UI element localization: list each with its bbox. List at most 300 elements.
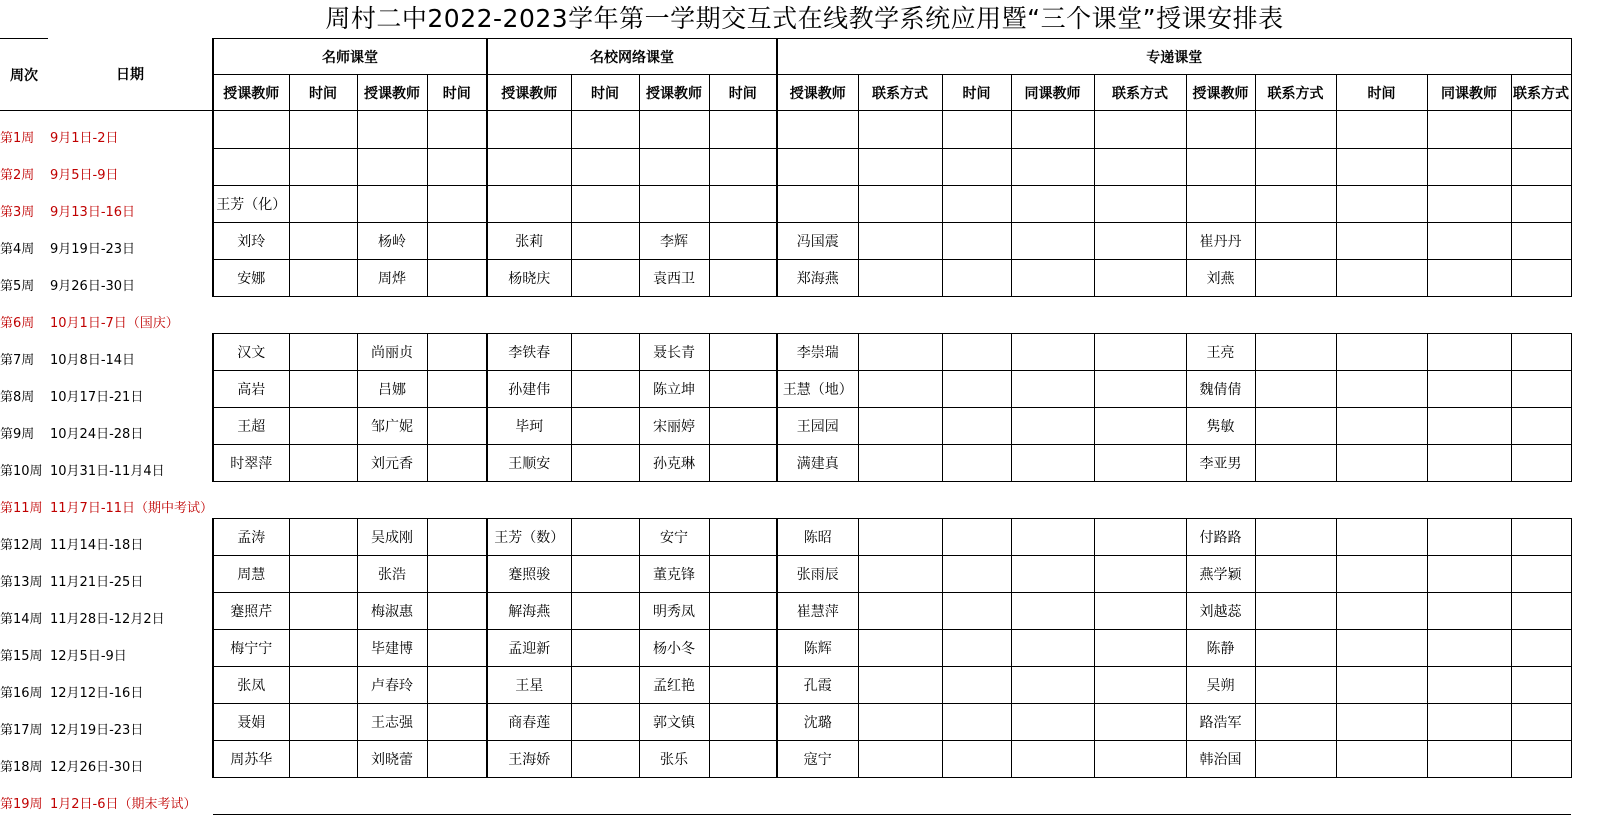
schedule-cell[interactable] xyxy=(1094,370,1186,407)
teacher-cell[interactable]: 寇宁 xyxy=(777,740,858,777)
schedule-cell[interactable] xyxy=(1336,666,1427,703)
schedule-cell[interactable] xyxy=(709,592,777,629)
schedule-cell[interactable] xyxy=(709,185,777,222)
schedule-cell[interactable] xyxy=(942,740,1011,777)
schedule-cell[interactable] xyxy=(1427,185,1511,222)
teacher-cell[interactable]: 崔丹丹 xyxy=(1186,222,1255,259)
schedule-cell[interactable] xyxy=(709,222,777,259)
schedule-cell[interactable] xyxy=(1336,407,1427,444)
schedule-cell[interactable] xyxy=(1255,370,1336,407)
schedule-cell[interactable] xyxy=(942,407,1011,444)
schedule-cell[interactable] xyxy=(1511,592,1571,629)
schedule-cell[interactable] xyxy=(1255,666,1336,703)
schedule-cell[interactable] xyxy=(1255,407,1336,444)
schedule-cell[interactable] xyxy=(942,592,1011,629)
schedule-cell[interactable] xyxy=(1427,111,1511,149)
schedule-cell[interactable] xyxy=(1011,333,1094,370)
schedule-cell[interactable] xyxy=(289,555,357,592)
date-cell: 10月1日-7日（国庆） xyxy=(50,316,179,331)
schedule-cell[interactable] xyxy=(1511,518,1571,555)
schedule-cell[interactable] xyxy=(1255,592,1336,629)
schedule-cell[interactable] xyxy=(289,333,357,370)
schedule-cell[interactable] xyxy=(709,518,777,555)
teacher-cell[interactable]: 刘燕 xyxy=(1186,259,1255,296)
column-header: 联系方式 xyxy=(1255,75,1336,111)
schedule-cell[interactable] xyxy=(942,222,1011,259)
teacher-cell[interactable]: 卢春玲 xyxy=(357,666,427,703)
schedule-cell[interactable] xyxy=(639,185,709,222)
teacher-cell[interactable]: 孟迎新 xyxy=(487,629,571,666)
schedule-cell[interactable] xyxy=(289,518,357,555)
schedule-cell[interactable] xyxy=(1255,185,1336,222)
teacher-cell[interactable]: 孟涛 xyxy=(213,518,289,555)
schedule-cell[interactable] xyxy=(289,407,357,444)
schedule-cell[interactable] xyxy=(1336,703,1427,740)
table-row xyxy=(0,370,1571,407)
teacher-cell[interactable]: 刘越蕊 xyxy=(1186,592,1255,629)
teacher-cell[interactable]: 崔慧萍 xyxy=(777,592,858,629)
schedule-cell[interactable] xyxy=(427,370,487,407)
schedule-cell[interactable] xyxy=(777,185,858,222)
schedule-cell[interactable] xyxy=(1511,148,1571,185)
teacher-cell[interactable]: 沈璐 xyxy=(777,703,858,740)
schedule-cell[interactable] xyxy=(942,629,1011,666)
teacher-cell[interactable]: 毕建博 xyxy=(357,629,427,666)
schedule-cell[interactable] xyxy=(289,444,357,481)
schedule-cell[interactable] xyxy=(1336,518,1427,555)
schedule-cell[interactable] xyxy=(1011,222,1094,259)
schedule-cell[interactable] xyxy=(1011,407,1094,444)
schedule-cell[interactable] xyxy=(1011,555,1094,592)
schedule-cell[interactable] xyxy=(942,148,1011,185)
schedule-cell[interactable] xyxy=(427,629,487,666)
teacher-cell[interactable]: 高岩 xyxy=(213,370,289,407)
schedule-cell[interactable] xyxy=(1094,666,1186,703)
schedule-cell[interactable] xyxy=(571,666,639,703)
schedule-cell[interactable] xyxy=(289,592,357,629)
schedule-cell[interactable] xyxy=(1255,148,1336,185)
schedule-cell[interactable] xyxy=(709,259,777,296)
schedule-cell[interactable] xyxy=(571,555,639,592)
table-row xyxy=(0,111,1571,149)
schedule-cell[interactable] xyxy=(1094,629,1186,666)
schedule-cell[interactable] xyxy=(427,259,487,296)
teacher-cell[interactable]: 王超 xyxy=(213,407,289,444)
schedule-cell[interactable] xyxy=(427,666,487,703)
schedule-cell[interactable] xyxy=(571,111,639,149)
schedule-cell[interactable] xyxy=(858,555,942,592)
schedule-cell[interactable] xyxy=(777,111,858,149)
schedule-cell[interactable] xyxy=(1511,703,1571,740)
schedule-cell[interactable] xyxy=(487,148,571,185)
schedule-cell[interactable] xyxy=(289,703,357,740)
teacher-cell[interactable]: 王园园 xyxy=(777,407,858,444)
schedule-cell[interactable] xyxy=(858,185,942,222)
schedule-cell[interactable] xyxy=(571,518,639,555)
schedule-cell[interactable] xyxy=(1336,222,1427,259)
schedule-cell[interactable] xyxy=(1094,555,1186,592)
teacher-cell[interactable]: 王慧（地） xyxy=(777,370,858,407)
schedule-cell[interactable] xyxy=(289,111,357,149)
schedule-cell[interactable] xyxy=(709,740,777,777)
schedule-cell[interactable] xyxy=(1255,703,1336,740)
schedule-cell[interactable] xyxy=(289,222,357,259)
schedule-cell[interactable] xyxy=(427,333,487,370)
teacher-cell[interactable]: 孔霞 xyxy=(777,666,858,703)
schedule-cell[interactable] xyxy=(709,370,777,407)
schedule-cell[interactable] xyxy=(709,703,777,740)
schedule-cell[interactable] xyxy=(1336,592,1427,629)
schedule-cell[interactable] xyxy=(1011,518,1094,555)
schedule-cell[interactable] xyxy=(942,259,1011,296)
teacher-cell[interactable]: 王顺安 xyxy=(487,444,571,481)
schedule-cell[interactable] xyxy=(427,407,487,444)
schedule-cell[interactable] xyxy=(709,555,777,592)
schedule-cell[interactable] xyxy=(1427,518,1511,555)
teacher-cell[interactable]: 满建真 xyxy=(777,444,858,481)
schedule-cell[interactable] xyxy=(858,370,942,407)
schedule-cell[interactable] xyxy=(427,185,487,222)
schedule-cell[interactable] xyxy=(1011,629,1094,666)
schedule-cell[interactable] xyxy=(571,370,639,407)
schedule-cell[interactable] xyxy=(858,629,942,666)
teacher-cell[interactable]: 商春莲 xyxy=(487,703,571,740)
teacher-cell[interactable]: 燕学颖 xyxy=(1186,555,1255,592)
schedule-cell[interactable] xyxy=(858,222,942,259)
schedule-cell[interactable] xyxy=(1336,740,1427,777)
teacher-cell[interactable]: 吴朔 xyxy=(1186,666,1255,703)
teacher-cell[interactable]: 邹广妮 xyxy=(357,407,427,444)
schedule-cell[interactable] xyxy=(1427,592,1511,629)
schedule-cell[interactable] xyxy=(357,148,427,185)
schedule-cell[interactable] xyxy=(1011,148,1094,185)
schedule-cell[interactable] xyxy=(357,111,427,149)
teacher-cell[interactable]: 张莉 xyxy=(487,222,571,259)
teacher-cell[interactable]: 郭文镇 xyxy=(639,703,709,740)
teacher-cell[interactable]: 张凤 xyxy=(213,666,289,703)
schedule-cell[interactable] xyxy=(427,740,487,777)
schedule-cell[interactable] xyxy=(1094,592,1186,629)
schedule-cell[interactable] xyxy=(709,444,777,481)
schedule-cell[interactable] xyxy=(1255,555,1336,592)
schedule-cell[interactable] xyxy=(709,407,777,444)
teacher-cell[interactable]: 周烨 xyxy=(357,259,427,296)
schedule-cell[interactable] xyxy=(1094,444,1186,481)
teacher-cell[interactable]: 王志强 xyxy=(357,703,427,740)
schedule-cell[interactable] xyxy=(1094,148,1186,185)
schedule-cell[interactable] xyxy=(1011,259,1094,296)
schedule-cell[interactable] xyxy=(571,703,639,740)
teacher-cell[interactable]: 张乐 xyxy=(639,740,709,777)
teacher-cell[interactable]: 杨晓庆 xyxy=(487,259,571,296)
schedule-cell[interactable] xyxy=(289,629,357,666)
teacher-cell[interactable]: 安娜 xyxy=(213,259,289,296)
schedule-cell[interactable] xyxy=(1186,185,1255,222)
table-row xyxy=(0,185,1571,222)
teacher-cell[interactable]: 杨小冬 xyxy=(639,629,709,666)
schedule-cell[interactable] xyxy=(1336,333,1427,370)
schedule-cell[interactable] xyxy=(1511,555,1571,592)
schedule-cell[interactable] xyxy=(1094,111,1186,149)
week-cell: 第5周 xyxy=(0,279,35,294)
schedule-cell[interactable] xyxy=(858,407,942,444)
schedule-cell[interactable] xyxy=(1255,333,1336,370)
schedule-cell[interactable] xyxy=(1511,111,1571,149)
schedule-cell[interactable] xyxy=(1011,370,1094,407)
schedule-cell[interactable] xyxy=(1427,666,1511,703)
schedule-cell[interactable] xyxy=(709,148,777,185)
schedule-cell[interactable] xyxy=(289,740,357,777)
schedule-cell[interactable]: 王芳（化） xyxy=(213,185,289,222)
schedule-cell[interactable] xyxy=(427,592,487,629)
schedule-cell[interactable] xyxy=(1427,148,1511,185)
schedule-cell[interactable] xyxy=(1186,148,1255,185)
schedule-cell[interactable] xyxy=(1427,555,1511,592)
schedule-cell[interactable] xyxy=(1427,370,1511,407)
schedule-cell[interactable] xyxy=(942,370,1011,407)
teacher-cell[interactable]: 韩治国 xyxy=(1186,740,1255,777)
schedule-cell[interactable] xyxy=(1336,111,1427,149)
teacher-cell[interactable]: 孙建伟 xyxy=(487,370,571,407)
schedule-cell[interactable] xyxy=(1511,629,1571,666)
teacher-cell[interactable]: 安宁 xyxy=(639,518,709,555)
teacher-cell[interactable]: 明秀凤 xyxy=(639,592,709,629)
schedule-cell[interactable] xyxy=(1255,259,1336,296)
schedule-cell[interactable] xyxy=(1011,444,1094,481)
schedule-cell[interactable] xyxy=(427,148,487,185)
schedule-cell[interactable] xyxy=(357,185,427,222)
schedule-cell[interactable] xyxy=(1011,592,1094,629)
schedule-cell[interactable] xyxy=(942,185,1011,222)
teacher-cell[interactable]: 聂长青 xyxy=(639,333,709,370)
schedule-cell[interactable] xyxy=(709,111,777,149)
schedule-cell[interactable] xyxy=(858,148,942,185)
schedule-cell[interactable] xyxy=(289,259,357,296)
schedule-cell[interactable] xyxy=(1511,259,1571,296)
schedule-cell[interactable] xyxy=(1427,629,1511,666)
schedule-cell[interactable] xyxy=(1427,222,1511,259)
teacher-cell[interactable]: 聂娟 xyxy=(213,703,289,740)
schedule-cell[interactable] xyxy=(1011,185,1094,222)
teacher-cell[interactable]: 董克锋 xyxy=(639,555,709,592)
teacher-cell[interactable]: 魏倩倩 xyxy=(1186,370,1255,407)
schedule-cell[interactable] xyxy=(571,740,639,777)
schedule-cell[interactable] xyxy=(1427,740,1511,777)
schedule-cell[interactable] xyxy=(858,703,942,740)
teacher-cell[interactable]: 陈立坤 xyxy=(639,370,709,407)
schedule-cell[interactable] xyxy=(1011,740,1094,777)
schedule-cell[interactable] xyxy=(942,555,1011,592)
schedule-cell[interactable] xyxy=(487,185,571,222)
schedule-cell[interactable] xyxy=(1094,259,1186,296)
schedule-cell[interactable] xyxy=(858,333,942,370)
schedule-cell[interactable] xyxy=(1336,555,1427,592)
schedule-cell[interactable] xyxy=(289,370,357,407)
teacher-cell[interactable]: 李辉 xyxy=(639,222,709,259)
teacher-cell[interactable]: 陈静 xyxy=(1186,629,1255,666)
schedule-cell[interactable] xyxy=(571,592,639,629)
schedule-cell[interactable] xyxy=(942,444,1011,481)
schedule-cell[interactable] xyxy=(1336,259,1427,296)
schedule-cell[interactable] xyxy=(289,666,357,703)
teacher-cell[interactable]: 付路路 xyxy=(1186,518,1255,555)
teacher-cell[interactable]: 陈昭 xyxy=(777,518,858,555)
teacher-cell[interactable]: 尚丽贞 xyxy=(357,333,427,370)
schedule-cell[interactable] xyxy=(1336,444,1427,481)
teacher-cell[interactable]: 解海燕 xyxy=(487,592,571,629)
schedule-cell[interactable] xyxy=(1186,111,1255,149)
schedule-cell[interactable] xyxy=(1094,222,1186,259)
teacher-cell[interactable]: 毕珂 xyxy=(487,407,571,444)
teacher-cell[interactable]: 张雨辰 xyxy=(777,555,858,592)
teacher-cell[interactable]: 张浩 xyxy=(357,555,427,592)
schedule-cell[interactable] xyxy=(1336,370,1427,407)
teacher-cell[interactable]: 孙克琳 xyxy=(639,444,709,481)
schedule-cell[interactable] xyxy=(639,148,709,185)
teacher-cell[interactable]: 周慧 xyxy=(213,555,289,592)
schedule-cell[interactable] xyxy=(427,111,487,149)
schedule-cell[interactable] xyxy=(1094,407,1186,444)
date-cell: 11月7日-11日（期中考试） xyxy=(50,501,214,516)
schedule-cell[interactable] xyxy=(427,703,487,740)
schedule-cell[interactable] xyxy=(571,629,639,666)
schedule-cell[interactable] xyxy=(571,185,639,222)
schedule-cell[interactable] xyxy=(1255,111,1336,149)
schedule-cell[interactable] xyxy=(942,518,1011,555)
teacher-cell[interactable]: 王海娇 xyxy=(487,740,571,777)
schedule-cell[interactable] xyxy=(1094,185,1186,222)
teacher-cell[interactable]: 梅宁宁 xyxy=(213,629,289,666)
schedule-cell[interactable] xyxy=(1511,185,1571,222)
schedule-cell[interactable] xyxy=(1094,703,1186,740)
column-header: 联系方式 xyxy=(858,75,942,111)
teacher-cell[interactable]: 王亮 xyxy=(1186,333,1255,370)
schedule-cell[interactable] xyxy=(213,111,289,149)
schedule-cell[interactable] xyxy=(858,740,942,777)
schedule-cell[interactable] xyxy=(858,111,942,149)
teacher-cell[interactable]: 路浩军 xyxy=(1186,703,1255,740)
schedule-cell[interactable] xyxy=(1094,740,1186,777)
schedule-cell[interactable] xyxy=(571,148,639,185)
teacher-cell[interactable]: 梅淑惠 xyxy=(357,592,427,629)
schedule-cell[interactable] xyxy=(942,703,1011,740)
schedule-cell[interactable] xyxy=(1011,703,1094,740)
schedule-cell[interactable] xyxy=(858,666,942,703)
teacher-cell[interactable]: 蹇照芹 xyxy=(213,592,289,629)
schedule-cell[interactable] xyxy=(1255,222,1336,259)
schedule-cell[interactable] xyxy=(289,148,357,185)
schedule-cell[interactable] xyxy=(1427,444,1511,481)
schedule-cell[interactable] xyxy=(1511,407,1571,444)
teacher-cell[interactable]: 袁西卫 xyxy=(639,259,709,296)
schedule-cell[interactable] xyxy=(571,222,639,259)
teacher-cell[interactable]: 汉文 xyxy=(213,333,289,370)
teacher-cell[interactable]: 陈辉 xyxy=(777,629,858,666)
schedule-cell[interactable] xyxy=(1094,518,1186,555)
schedule-cell[interactable] xyxy=(858,592,942,629)
schedule-cell[interactable] xyxy=(427,222,487,259)
date-cell: 12月26日-30日 xyxy=(50,760,144,775)
schedule-cell[interactable] xyxy=(571,444,639,481)
teacher-cell[interactable]: 吴成刚 xyxy=(357,518,427,555)
page-title: 周村二中2022-2023学年第一学期交互式在线教学系统应用暨“三个课堂”授课安排表 xyxy=(325,4,1284,33)
schedule-cell[interactable] xyxy=(1511,740,1571,777)
schedule-cell[interactable] xyxy=(942,111,1011,149)
teacher-cell[interactable]: 杨岭 xyxy=(357,222,427,259)
schedule-cell[interactable] xyxy=(858,518,942,555)
teacher-cell[interactable]: 隽敏 xyxy=(1186,407,1255,444)
schedule-cell[interactable] xyxy=(709,666,777,703)
schedule-cell[interactable] xyxy=(1255,444,1336,481)
schedule-cell[interactable] xyxy=(571,259,639,296)
teacher-cell[interactable]: 李崇瑞 xyxy=(777,333,858,370)
teacher-cell[interactable]: 宋丽婷 xyxy=(639,407,709,444)
teacher-cell[interactable]: 刘晓蕾 xyxy=(357,740,427,777)
schedule-cell[interactable] xyxy=(1427,333,1511,370)
schedule-cell[interactable] xyxy=(1336,148,1427,185)
teacher-cell[interactable]: 王芳（数） xyxy=(487,518,571,555)
teacher-cell[interactable]: 王星 xyxy=(487,666,571,703)
schedule-cell[interactable] xyxy=(1511,666,1571,703)
schedule-cell[interactable] xyxy=(777,148,858,185)
schedule-cell[interactable] xyxy=(709,333,777,370)
teacher-cell[interactable]: 蹇照骏 xyxy=(487,555,571,592)
schedule-cell[interactable] xyxy=(1427,703,1511,740)
week-cell: 第6周 xyxy=(0,316,35,331)
teacher-cell[interactable]: 吕娜 xyxy=(357,370,427,407)
schedule-cell[interactable] xyxy=(1511,222,1571,259)
schedule-cell[interactable] xyxy=(1427,259,1511,296)
schedule-cell[interactable] xyxy=(427,555,487,592)
schedule-cell[interactable] xyxy=(1255,740,1336,777)
teacher-cell[interactable]: 孟红艳 xyxy=(639,666,709,703)
schedule-cell[interactable] xyxy=(1511,333,1571,370)
schedule-cell[interactable] xyxy=(1511,444,1571,481)
teacher-cell[interactable]: 周苏华 xyxy=(213,740,289,777)
teacher-cell[interactable]: 李亚男 xyxy=(1186,444,1255,481)
schedule-cell[interactable] xyxy=(709,629,777,666)
teacher-cell[interactable]: 冯国震 xyxy=(777,222,858,259)
schedule-cell[interactable] xyxy=(1336,185,1427,222)
schedule-cell[interactable] xyxy=(1011,111,1094,149)
schedule-cell[interactable] xyxy=(427,518,487,555)
schedule-cell[interactable] xyxy=(1336,629,1427,666)
schedule-cell[interactable] xyxy=(1511,370,1571,407)
schedule-cell[interactable] xyxy=(571,407,639,444)
teacher-cell[interactable]: 李铁春 xyxy=(487,333,571,370)
teacher-cell[interactable]: 时翠萍 xyxy=(213,444,289,481)
schedule-cell[interactable] xyxy=(1255,518,1336,555)
schedule-cell[interactable] xyxy=(427,444,487,481)
schedule-cell[interactable] xyxy=(1094,333,1186,370)
schedule-cell[interactable] xyxy=(639,111,709,149)
schedule-cell[interactable] xyxy=(942,666,1011,703)
teacher-cell[interactable]: 刘玲 xyxy=(213,222,289,259)
teacher-cell[interactable]: 刘元香 xyxy=(357,444,427,481)
schedule-cell[interactable] xyxy=(571,333,639,370)
schedule-cell[interactable] xyxy=(858,259,942,296)
column-header: 时间 xyxy=(1336,75,1427,111)
schedule-cell[interactable] xyxy=(487,111,571,149)
schedule-cell[interactable] xyxy=(1011,666,1094,703)
schedule-cell[interactable] xyxy=(858,444,942,481)
schedule-cell[interactable] xyxy=(942,333,1011,370)
schedule-cell[interactable] xyxy=(1427,407,1511,444)
schedule-cell[interactable] xyxy=(289,185,357,222)
schedule-cell[interactable] xyxy=(213,148,289,185)
teacher-cell[interactable]: 郑海燕 xyxy=(777,259,858,296)
schedule-cell[interactable] xyxy=(1255,629,1336,666)
